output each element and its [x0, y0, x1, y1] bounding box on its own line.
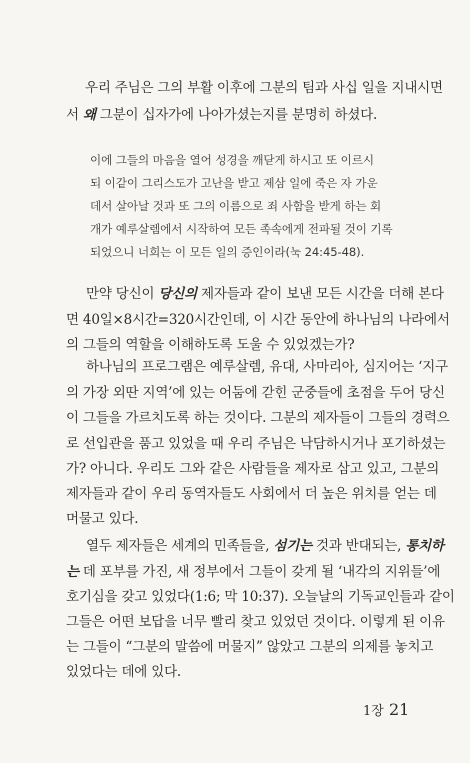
page-number: 21	[388, 700, 410, 719]
emphasis-why: 왜	[82, 107, 96, 123]
paragraph-3-line-2: 의 가장 외딴 지역’에 있는 어둠에 갇힌 군중들에 초점을 두어 당신	[66, 385, 445, 401]
quote-line-4: 개가 예루살렘에서 시작하여 모든 족속에게 전파될 것이 기록	[90, 222, 393, 236]
paragraph-4-line-6: 있었다는 데에 있다.	[66, 664, 182, 680]
paragraph-1-line-1: 우리 주님은 그의 부활 이후에 그분의 팀과 사십 일을 지내시면	[85, 80, 443, 96]
quote-line-3: 데서 살아날 것과 또 그의 이름으로 죄 사함을 받게 하는 회	[90, 199, 382, 213]
paragraph-4-line-3: 호기심을 갖고 있었다(1:6; 막 10:37). 오늘날의 기독교인들과 같이	[66, 589, 455, 605]
paragraph-3-line-4: 로 선입관을 품고 있었을 때 우리 주님은 낙담하시거나 포기하셨는	[66, 436, 446, 452]
emphasis-serve: 섬기는	[273, 538, 312, 554]
paragraph-2-line-3: 의 그들의 역할을 이해하도록 도울 수 있었겠는가?	[66, 337, 355, 353]
paragraph-4-line-4: 그들은 어떤 보답을 너무 빨리 찾고 있었던 것이다. 이렇게 된 이유	[66, 614, 445, 630]
paragraph-3-line-6: 제자들과 같이 우리 동역자들도 사회에서 더 높은 위치를 얻는 데	[66, 486, 437, 502]
paragraph-4-line-1: 열두 제자들은 세계의 민족들을, 섬기는 것과 반대되는, 통치하	[86, 538, 444, 554]
paragraph-1-line-2: 서 왜 그분이 십자가에 나아가셨는지를 분명히 하셨다.	[66, 107, 378, 123]
paragraph-3-line-5: 가? 아니다. 우리도 그와 같은 사람들을 제자로 삼고 있고, 그분의	[66, 461, 440, 477]
paragraph-3-line-3: 이 그들을 가르치도록 하는 것이다. 그분의 제자들이 그들의 경력으	[66, 410, 450, 426]
paragraph-2-line-2: 면 40일×8시간=320시간인데, 이 시간 동안에 하나님의 나라에서	[66, 312, 450, 328]
quote-line-5: 되었으니 너희는 이 모든 일의 증인이라(눅 24:45-48).	[90, 245, 365, 259]
page-footer	[363, 700, 409, 722]
emphasis-rule: 통치하	[405, 538, 444, 554]
paragraph-4-line-2: 는 데 포부를 가진, 새 정부에서 그들이 갖게 될 ‘내각의 지위들’에	[66, 564, 441, 580]
paragraph-3-line-7: 머물고 있다.	[66, 511, 139, 527]
paragraph-2-line-1: 만약 당신이 당신의 제자들과 같이 보낸 모든 시간을 더해 본다	[86, 286, 444, 302]
paragraph-4-line-5: 는 그들이 “그분의 말씀에 머물지” 않았고 그분의 의제를 놓치고	[66, 639, 434, 655]
emphasis-your: 당신의	[158, 286, 197, 302]
paragraph-3-line-1: 하나님의 프로그램은 예루살렘, 유대, 사마리아, 심지어는 ‘지구	[86, 359, 448, 375]
chapter-label: 1장	[363, 704, 384, 719]
emphasis-rule-end: 는	[66, 564, 79, 580]
quote-line-1: 이에 그들의 마음을 열어 성경을 깨닫게 하시고 또 이르시	[90, 153, 374, 167]
quote-line-2: 되 이같이 그리스도가 고난을 받고 제삼 일에 죽은 자 가운	[90, 176, 378, 190]
